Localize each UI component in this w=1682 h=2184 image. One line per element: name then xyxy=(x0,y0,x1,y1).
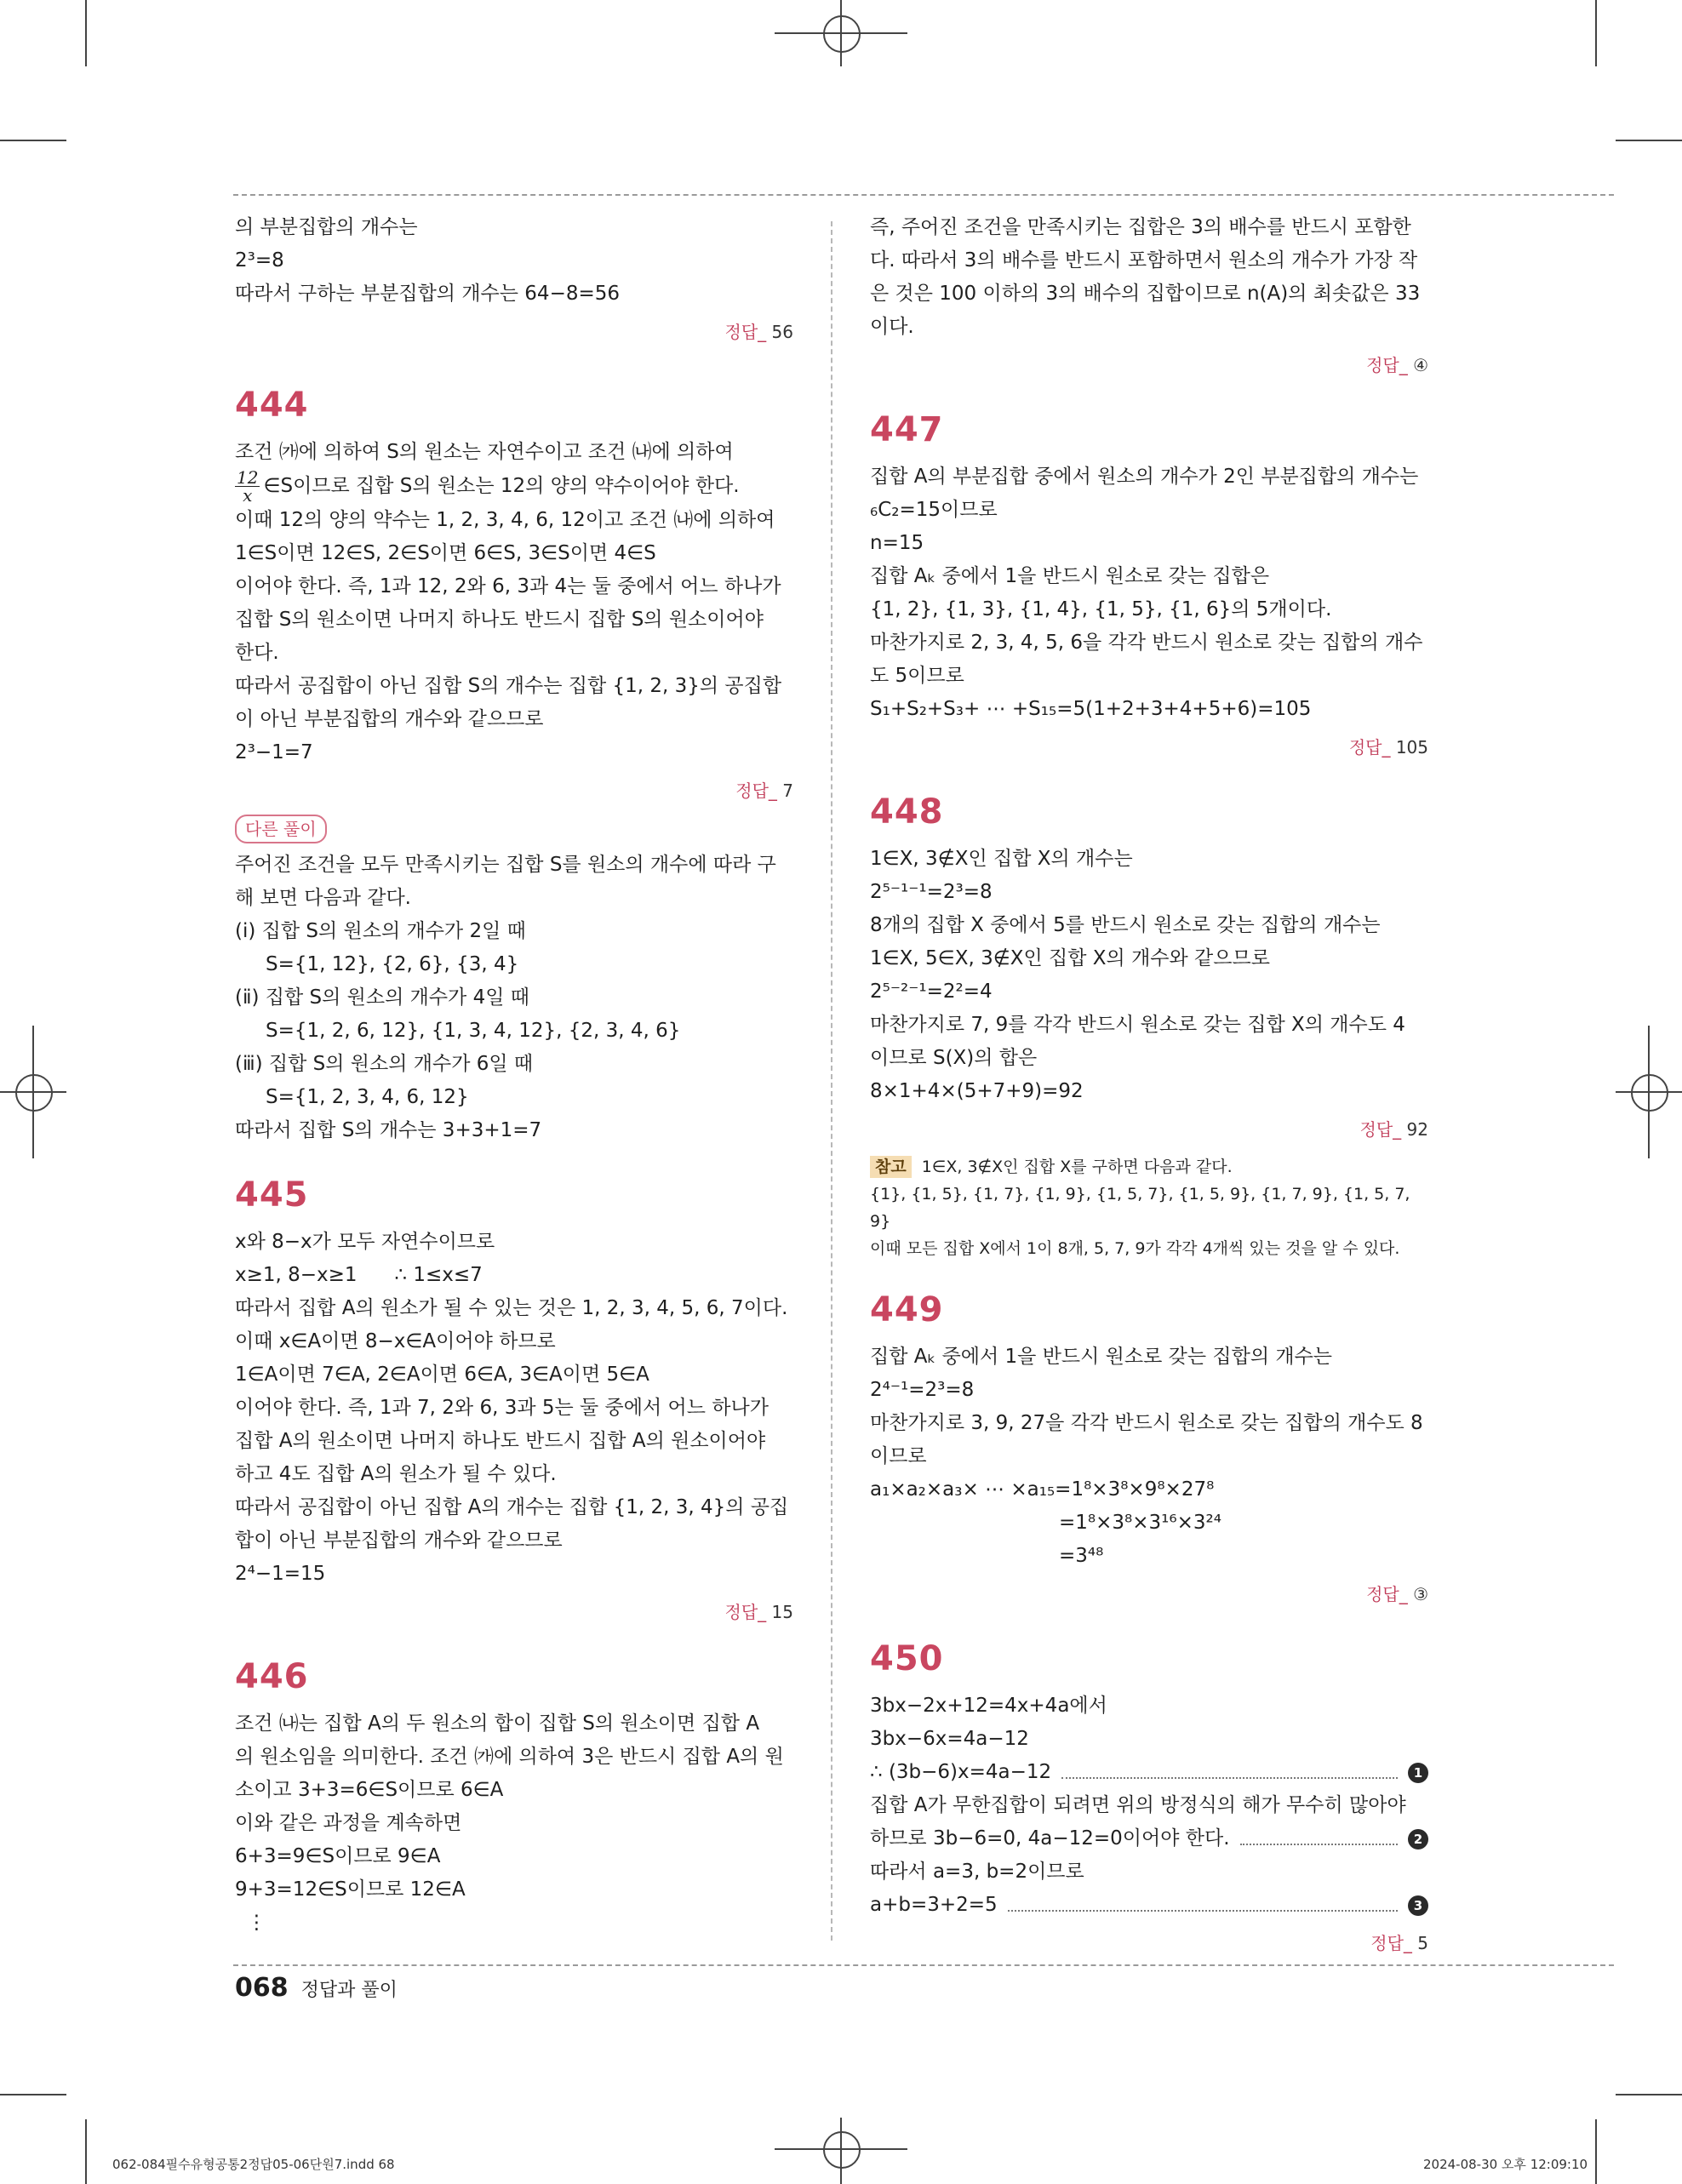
answer-line xyxy=(235,316,793,349)
text-line: 1∈X, 5∈X, 3∉X인 집합 X의 개수와 같으므로 xyxy=(870,947,1270,969)
left-column xyxy=(235,211,793,1940)
text-line: 이다. xyxy=(870,316,914,338)
answer-line xyxy=(235,775,793,808)
text-line: 마찬가지로 7, 9를 각각 반드시 원소로 갖는 집합 X의 개수도 4 xyxy=(870,1014,1405,1036)
text-line: =1⁸×3⁸×3¹⁶×3²⁴ xyxy=(1059,1512,1221,1534)
step-marker-2: 2 xyxy=(1408,1829,1428,1850)
text-line: 집합 A의 원소이면 나머지 하나도 반드시 집합 A의 원소이어야 xyxy=(235,1430,766,1452)
answer-value: 7 xyxy=(782,780,793,801)
text-line: 1∈A이면 7∈A, 2∈A이면 6∈A, 3∈A이면 5∈A xyxy=(235,1364,649,1386)
step-line xyxy=(870,1822,1428,1855)
text-line: 3bx−2x+12=4x+4a에서 xyxy=(870,1695,1107,1717)
text-line: (ⅰ) 집합 S의 원소의 개수가 2일 때 xyxy=(235,920,526,942)
bottom-divider xyxy=(233,1964,1614,1966)
text-line: 2⁵⁻²⁻¹=2²=4 xyxy=(870,981,993,1003)
text-line: S={1, 2, 6, 12}, {1, 3, 4, 12}, {2, 3, 4, 6} xyxy=(266,1020,681,1042)
answer-line xyxy=(870,731,1428,764)
text-line: (ⅲ) 집합 S의 원소의 개수가 6일 때 xyxy=(235,1053,534,1075)
answer-line xyxy=(870,349,1428,382)
text-line: 즉, 주어진 조건을 만족시키는 집합은 3의 배수를 반드시 포함한 xyxy=(870,216,1411,238)
text-line: 해 보면 다음과 같다. xyxy=(235,887,411,909)
text-line: 은 것은 100 이하의 3의 배수의 집합이므로 n(A)의 최솟값은 33 xyxy=(870,283,1421,305)
answer-label: 정답_ xyxy=(1348,737,1391,758)
crop-mark xyxy=(1595,0,1597,66)
text-line: 소이고 3+3=6∈S이므로 6∈A xyxy=(235,1779,504,1801)
answer-label: 정답_ xyxy=(735,780,777,801)
text-line: 이때 12의 양의 약수는 1, 2, 3, 4, 6, 12이고 조건 ㈏에 의하여 xyxy=(235,509,775,531)
text-line: 이때 x∈A이면 8−x∈A이어야 하므로 xyxy=(235,1330,556,1352)
text-line: 6+3=9∈S이므로 9∈A xyxy=(235,1845,441,1867)
answer-line xyxy=(870,1578,1428,1611)
answer-value: ④ xyxy=(1413,355,1428,375)
crop-mark xyxy=(0,2094,66,2095)
slug-date: 2024-08-30 오후 12:09:10 xyxy=(1423,2157,1588,2172)
column-divider xyxy=(831,221,832,1941)
dot-leader xyxy=(1008,1910,1398,1912)
text-line: n=15 xyxy=(870,532,924,554)
text-line: 2³−1=7 xyxy=(235,741,313,763)
problem-number-445: 445 xyxy=(235,1175,309,1215)
text-line: 이어야 한다. 즉, 1과 12, 2와 6, 3과 4는 둘 중에서 어느 하나가 xyxy=(235,575,781,597)
crop-mark xyxy=(85,0,87,66)
text-line: (ⅱ) 집합 S의 원소의 개수가 4일 때 xyxy=(235,986,529,1009)
problem-number-449: 449 xyxy=(870,1290,944,1329)
slug-filename: 062-084필수유형공통2정답05-06단원7.indd 68 xyxy=(112,2157,395,2172)
text-span: a+b=3+2=5 xyxy=(870,1894,998,1916)
text-line: 8개의 집합 X 중에서 5를 반드시 원소로 갖는 집합의 개수는 xyxy=(870,914,1381,936)
text-line: {1, 2}, {1, 3}, {1, 4}, {1, 5}, {1, 6}의 5개이다. xyxy=(870,598,1332,620)
text-line: 1∈X, 3∉X인 집합 X의 개수는 xyxy=(870,848,1133,870)
problem-number-444: 444 xyxy=(235,386,309,425)
registration-mark xyxy=(823,2131,861,2169)
answer-line xyxy=(870,1927,1428,1960)
text-line: x와 8−x가 모두 자연수이므로 xyxy=(235,1231,495,1253)
text-line: 9+3=12∈S이므로 12∈A xyxy=(235,1878,466,1901)
text-line: 따라서 a=3, b=2이므로 xyxy=(870,1861,1084,1883)
text-line: 2⁵⁻¹⁻¹=2³=8 xyxy=(870,881,993,903)
answer-value: ③ xyxy=(1413,1584,1428,1604)
text-line: 합이 아닌 부분집합의 개수와 같으므로 xyxy=(235,1529,563,1552)
crop-mark xyxy=(0,140,66,141)
reference-note xyxy=(870,1153,1428,1262)
text-line: ⋮ xyxy=(247,1912,266,1934)
text-span: 하므로 3b−6=0, 4a−12=0이어야 한다. xyxy=(870,1827,1230,1850)
registration-line xyxy=(840,0,842,66)
fraction-denominator: x xyxy=(243,485,253,506)
text-line: 따라서 집합 S의 개수는 3+3+1=7 xyxy=(235,1119,542,1141)
note-line: 1∈X, 3∉X인 집합 X를 구하면 다음과 같다. xyxy=(921,1158,1233,1176)
text-line: 마찬가지로 3, 9, 27을 각각 반드시 원소로 갖는 집합의 개수도 8 xyxy=(870,1412,1423,1434)
registration-mark xyxy=(823,15,861,53)
text-line: 3bx−6x=4a−12 xyxy=(870,1728,1029,1750)
answer-value: 15 xyxy=(771,1602,793,1622)
note-line: 이때 모든 집합 X에서 1이 8개, 5, 7, 9가 각각 4개씩 있는 것을 알 수 있다. xyxy=(870,1239,1400,1258)
text-line: 집합 Aₖ 중에서 1을 반드시 원소로 갖는 집합의 개수는 xyxy=(870,1346,1333,1368)
answer-value: 56 xyxy=(771,322,793,342)
answer-value: 105 xyxy=(1395,737,1428,758)
text-line: S₁+S₂+S₃+ ⋯ +S₁₅=5(1+2+3+4+5+6)=105 xyxy=(870,698,1312,720)
text-line: 따라서 공집합이 아닌 집합 S의 개수는 집합 {1, 2, 3}의 공집합 xyxy=(235,675,782,697)
note-line: {1}, {1, 5}, {1, 7}, {1, 9}, {1, 5, 7}, {1, 5, 9}, {1, 7, 9}, {1, 5, 7, 9} xyxy=(870,1185,1416,1231)
problem-number-446: 446 xyxy=(235,1657,309,1696)
text-line: 이므로 S(X)의 합은 xyxy=(870,1047,1038,1069)
text-line: 2⁴⁻¹=2³=8 xyxy=(870,1379,975,1401)
text-line: 한다. xyxy=(235,642,279,664)
text-line: 마찬가지로 2, 3, 4, 5, 6을 각각 반드시 원소로 갖는 집합의 개수 xyxy=(870,632,1423,654)
text-line: 따라서 집합 A의 원소가 될 수 있는 것은 1, 2, 3, 4, 5, 6, 7이다. xyxy=(235,1297,788,1319)
text-line: 2⁴−1=15 xyxy=(235,1563,326,1585)
text-line: a₁×a₂×a₃× ⋯ ×a₁₅=1⁸×3⁸×9⁸×27⁸ xyxy=(870,1478,1215,1501)
text-line: 이 아닌 부분집합의 개수와 같으므로 xyxy=(235,708,544,730)
text-line: 도 5이므로 xyxy=(870,665,964,687)
problem-number-450: 450 xyxy=(870,1639,944,1678)
answer-line xyxy=(235,1596,793,1629)
footer-title: 정답과 풀이 xyxy=(300,1980,398,2001)
text-line: ₆C₂=15이므로 xyxy=(870,499,998,521)
dot-leader xyxy=(1240,1844,1398,1845)
registration-line xyxy=(1648,1026,1650,1158)
text-line: 이므로 xyxy=(870,1445,927,1467)
answer-label: 정답_ xyxy=(724,1602,767,1622)
text-line: 의 부분집합의 개수는 xyxy=(235,216,418,238)
answer-line xyxy=(870,1113,1428,1146)
step-marker-1: 1 xyxy=(1408,1763,1428,1783)
answer-label: 정답_ xyxy=(1366,1584,1408,1604)
text-line: S={1, 12}, {2, 6}, {3, 4} xyxy=(266,953,519,975)
alt-solution-tag: 다른 풀이 xyxy=(235,815,327,843)
crop-mark xyxy=(1616,140,1682,141)
answer-label: 정답_ xyxy=(1370,1933,1412,1953)
problem-number-447: 447 xyxy=(870,410,944,449)
right-column xyxy=(870,211,1428,1960)
text-line: 주어진 조건을 모두 만족시키는 집합 S를 원소의 개수에 따라 구 xyxy=(235,854,776,876)
crop-mark xyxy=(1616,2094,1682,2095)
registration-line xyxy=(840,2118,842,2184)
text-line: 집합 A가 무한집합이 되려면 위의 방정식의 해가 무수히 많아야 xyxy=(870,1794,1406,1816)
text-line: 따라서 구하는 부분집합의 개수는 64−8=56 xyxy=(235,283,621,305)
fraction-numerator: 12 xyxy=(237,467,259,488)
text-line: 1∈S이면 12∈S, 2∈S이면 6∈S, 3∈S이면 4∈S xyxy=(235,542,656,564)
page-footer xyxy=(235,1973,398,2003)
page-number: 068 xyxy=(235,1973,289,2003)
text-line: 2³=8 xyxy=(235,249,284,272)
text-line: 이와 같은 과정을 계속하면 xyxy=(235,1812,462,1834)
text-line: 집합 A의 부분집합 중에서 원소의 개수가 2인 부분집합의 개수는 xyxy=(870,466,1419,488)
top-divider xyxy=(233,194,1614,196)
text-line: 이어야 한다. 즉, 1과 7, 2와 6, 3과 5는 둘 중에서 어느 하나가 xyxy=(235,1397,769,1419)
text-span: ∴ (3b−6)x=4a−12 xyxy=(870,1761,1052,1783)
text-line-with-fraction xyxy=(235,469,793,504)
text-line: 집합 S의 원소이면 나머지 하나도 반드시 집합 S의 원소이어야 xyxy=(235,609,764,631)
registration-mark xyxy=(15,1074,53,1112)
text-line: =3⁴⁸ xyxy=(1059,1545,1104,1567)
answer-label: 정답_ xyxy=(1366,355,1408,375)
step-line xyxy=(870,1756,1428,1789)
answer-label: 정답_ xyxy=(1359,1119,1402,1140)
text-span: ∈S이므로 집합 S의 원소는 12의 양의 약수이어야 한다. xyxy=(263,475,740,497)
registration-line xyxy=(32,1026,34,1158)
text-line: 조건 ㈎에 의하여 S의 원소는 자연수이고 조건 ㈏에 의하여 xyxy=(235,441,734,463)
text-line: x≥1, 8−x≥1 ∴ 1≤x≤7 xyxy=(235,1264,483,1286)
text-line: 8×1+4×(5+7+9)=92 xyxy=(870,1080,1084,1102)
text-line: 따라서 공집합이 아닌 집합 A의 개수는 집합 {1, 2, 3, 4}의 공집 xyxy=(235,1496,789,1518)
crop-mark xyxy=(85,2119,87,2184)
text-line: S={1, 2, 3, 4, 6, 12} xyxy=(266,1086,469,1108)
fraction xyxy=(235,469,260,504)
step-marker-3: 3 xyxy=(1408,1895,1428,1916)
text-line: 집합 Aₖ 중에서 1을 반드시 원소로 갖는 집합은 xyxy=(870,565,1270,587)
answer-value: 92 xyxy=(1406,1119,1428,1140)
note-tag: 참고 xyxy=(870,1156,912,1178)
step-line xyxy=(870,1889,1428,1922)
problem-number-448: 448 xyxy=(870,792,944,832)
text-line: 하고 4도 집합 A의 원소가 될 수 있다. xyxy=(235,1463,557,1485)
crop-mark xyxy=(1595,2119,1597,2184)
text-line: 의 원소임을 의미한다. 조건 ㈎에 의하여 3은 반드시 집합 A의 원 xyxy=(235,1746,784,1768)
answer-label: 정답_ xyxy=(724,322,767,342)
answer-value: 5 xyxy=(1417,1933,1428,1953)
text-line: 조건 ㈏는 집합 A의 두 원소의 합이 집합 S의 원소이면 집합 A xyxy=(235,1712,760,1735)
registration-mark xyxy=(1631,1074,1668,1112)
dot-leader xyxy=(1061,1777,1398,1779)
text-line: 다. 따라서 3의 배수를 반드시 포함하면서 원소의 개수가 가장 작 xyxy=(870,249,1418,272)
